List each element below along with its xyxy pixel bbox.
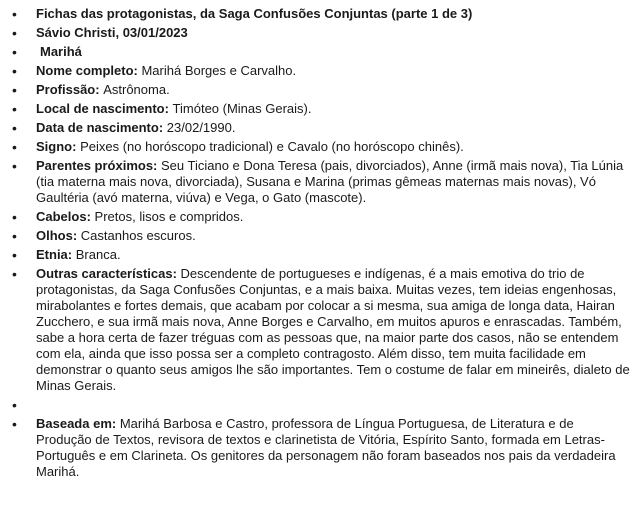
doc-title: • Fichas das protagonistas, da Saga Confusões Conjuntas (parte 1 de 3): [0, 6, 632, 22]
character-name: • Marihá: [0, 44, 632, 60]
field-hair: • Cabelos: Pretos, lisos e compridos.: [0, 209, 632, 225]
field-full-name: • Nome completo: Marihá Borges e Carvalho.: [0, 63, 632, 79]
author-date: • Sávio Christi, 03/01/2023: [0, 25, 632, 41]
field-birthdate: • Data de nascimento: 23/02/1990.: [0, 120, 632, 136]
field-birthplace: • Local de nascimento: Timóteo (Minas Gerais).: [0, 101, 632, 117]
field-eyes: • Olhos: Castanhos escuros.: [0, 228, 632, 244]
field-other-traits: • Outras características: Descendente de portugueses e indígenas, é a mais emotiva do trio de protagonistas, da Saga Confusões Conjuntas, e a mais baixa. Muitas vezes, tem ideias engenhosas, mirabolantes e fortes demais, que acabam por colocar a si mesma, sua amiga de longa data, Hairan Zucchero, e sua irmã mais nova, Anne Borges e Carvalho, em muitos apuros e enrascadas. Também, sabe a hora certa de fazer tréguas com as pessoas que, na maior parte dos casos, não se entendem com ela, ainda que isso possa ser a completo contragosto. Além disso, tem muita facilidade em demonstrar o quanto seus amigos lhe são importantes. Tem o costume de falar em mineirês, dialeto de Minas Gerais.: [0, 266, 632, 394]
empty-bullet: [0, 397, 632, 413]
field-ethnicity: • Etnia: Branca.: [0, 247, 632, 263]
field-profession: • Profissão: Astrônoma.: [0, 82, 632, 98]
field-sign: • Signo: Peixes (no horóscopo tradicional) e Cavalo (no horóscopo chinês).: [0, 139, 632, 155]
field-relatives: • Parentes próximos: Seu Ticiano e Dona Teresa (pais, divorciados), Anne (irmã mais nova), Tia Lúnia (tia materna mais nova, divorciada), Susana e Marina (primas gêmeas maternas mais novas), Vó Gaultéria (avó materna, viúva) e Vega, o Gato (mascote).: [0, 158, 632, 206]
field-based-on: • Baseada em: Marihá Barbosa e Castro, professora de Língua Portuguesa, de Literatura e de Produção de Textos, revisora de textos e clarinetista de Vitória, Espírito Santo, formada em Letras-Português e em Clarineta. Os genitores da personagem não foram baseados nos pais da verdadeira Marihá.: [0, 416, 632, 480]
